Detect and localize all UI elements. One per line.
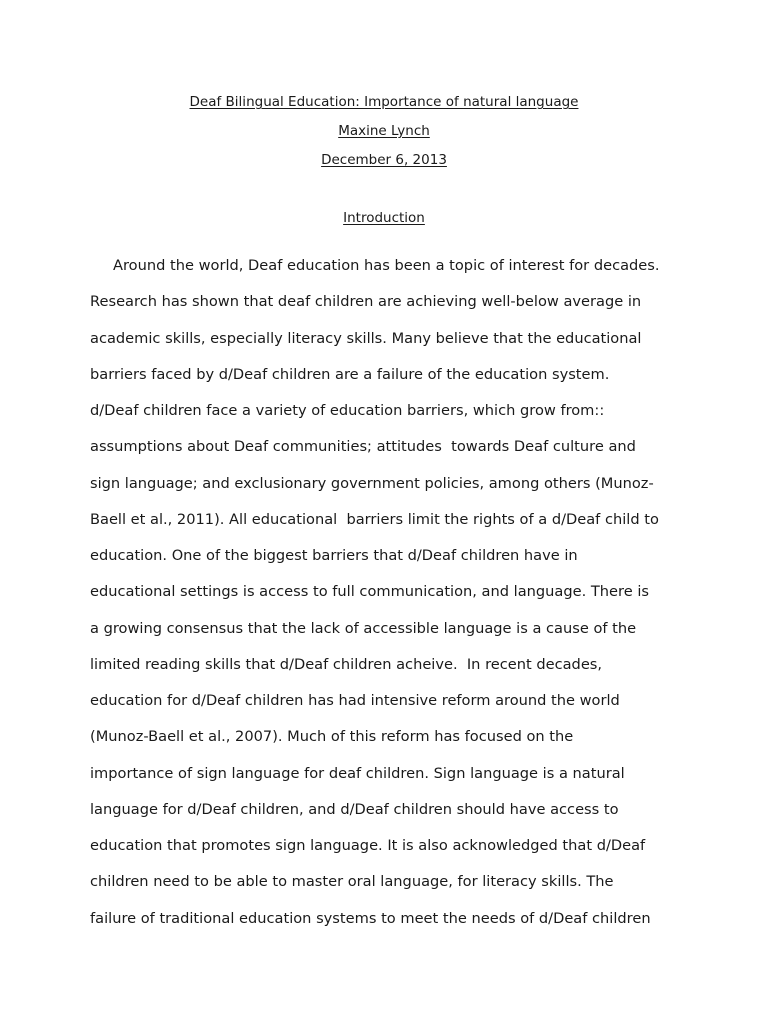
paragraph-line: sign language; and exclusionary government policies, among others (Munoz- bbox=[90, 474, 654, 492]
paragraph-line: d/Deaf children face a variety of education barriers, which grow from:: bbox=[90, 402, 605, 419]
date-line bbox=[0, 146, 768, 175]
paragraph-line: education that promotes sign language. It is also acknowledged that d/Deaf bbox=[90, 837, 646, 854]
paragraph-line: barriers faced by d/Deaf children are a failure of the education system. bbox=[90, 365, 610, 383]
document-title: Deaf Bilingual Education: Importance of natural language bbox=[189, 94, 579, 110]
paragraph-line: Around the world, Deaf education has been a topic of interest for decades. bbox=[113, 257, 660, 274]
document-title-line bbox=[0, 88, 768, 117]
paragraph-line: Research has shown that deaf children are achieving well-below average in bbox=[90, 293, 642, 311]
title-block bbox=[0, 88, 768, 175]
paragraph-line: limited reading skills that d/Deaf children acheive. In recent decades, bbox=[90, 655, 603, 673]
paragraph-line: failure of traditional education systems to meet the needs of d/Deaf children bbox=[90, 909, 651, 927]
author-line bbox=[0, 117, 768, 146]
document-author: Maxine Lynch bbox=[338, 123, 430, 139]
paragraph-line: educational settings is access to full communication, and language. There is bbox=[90, 583, 649, 601]
paragraph-line: (Munoz-Baell et al., 2007). Much of this reform has focused on the bbox=[90, 728, 574, 746]
paragraph-line: education. One of the biggest barriers that d/Deaf children have in bbox=[90, 547, 578, 564]
paragraph-line: children need to be able to master oral language, for literacy skills. The bbox=[90, 873, 614, 891]
paragraph-line: education for d/Deaf children has had intensive reform around the world bbox=[90, 692, 620, 709]
paragraph-line: a growing consensus that the lack of accessible language is a cause of the bbox=[90, 619, 637, 637]
paragraph-line: Baell et al., 2011). All educational barriers limit the rights of a d/Deaf child to bbox=[90, 510, 659, 528]
paragraph-line: language for d/Deaf children, and d/Deaf children should have access to bbox=[90, 800, 619, 818]
document-date: December 6, 2013 bbox=[321, 152, 447, 168]
introduction-paragraph bbox=[90, 251, 690, 940]
section-heading-text: Introduction bbox=[343, 210, 425, 226]
paragraph-line: importance of sign language for deaf children. Sign language is a natural bbox=[90, 764, 625, 782]
section-heading bbox=[0, 204, 768, 233]
paragraph-line: assumptions about Deaf communities; attitudes towards Deaf culture and bbox=[90, 438, 636, 456]
paragraph-line: academic skills, especially literacy skills. Many believe that the educational bbox=[90, 329, 642, 347]
